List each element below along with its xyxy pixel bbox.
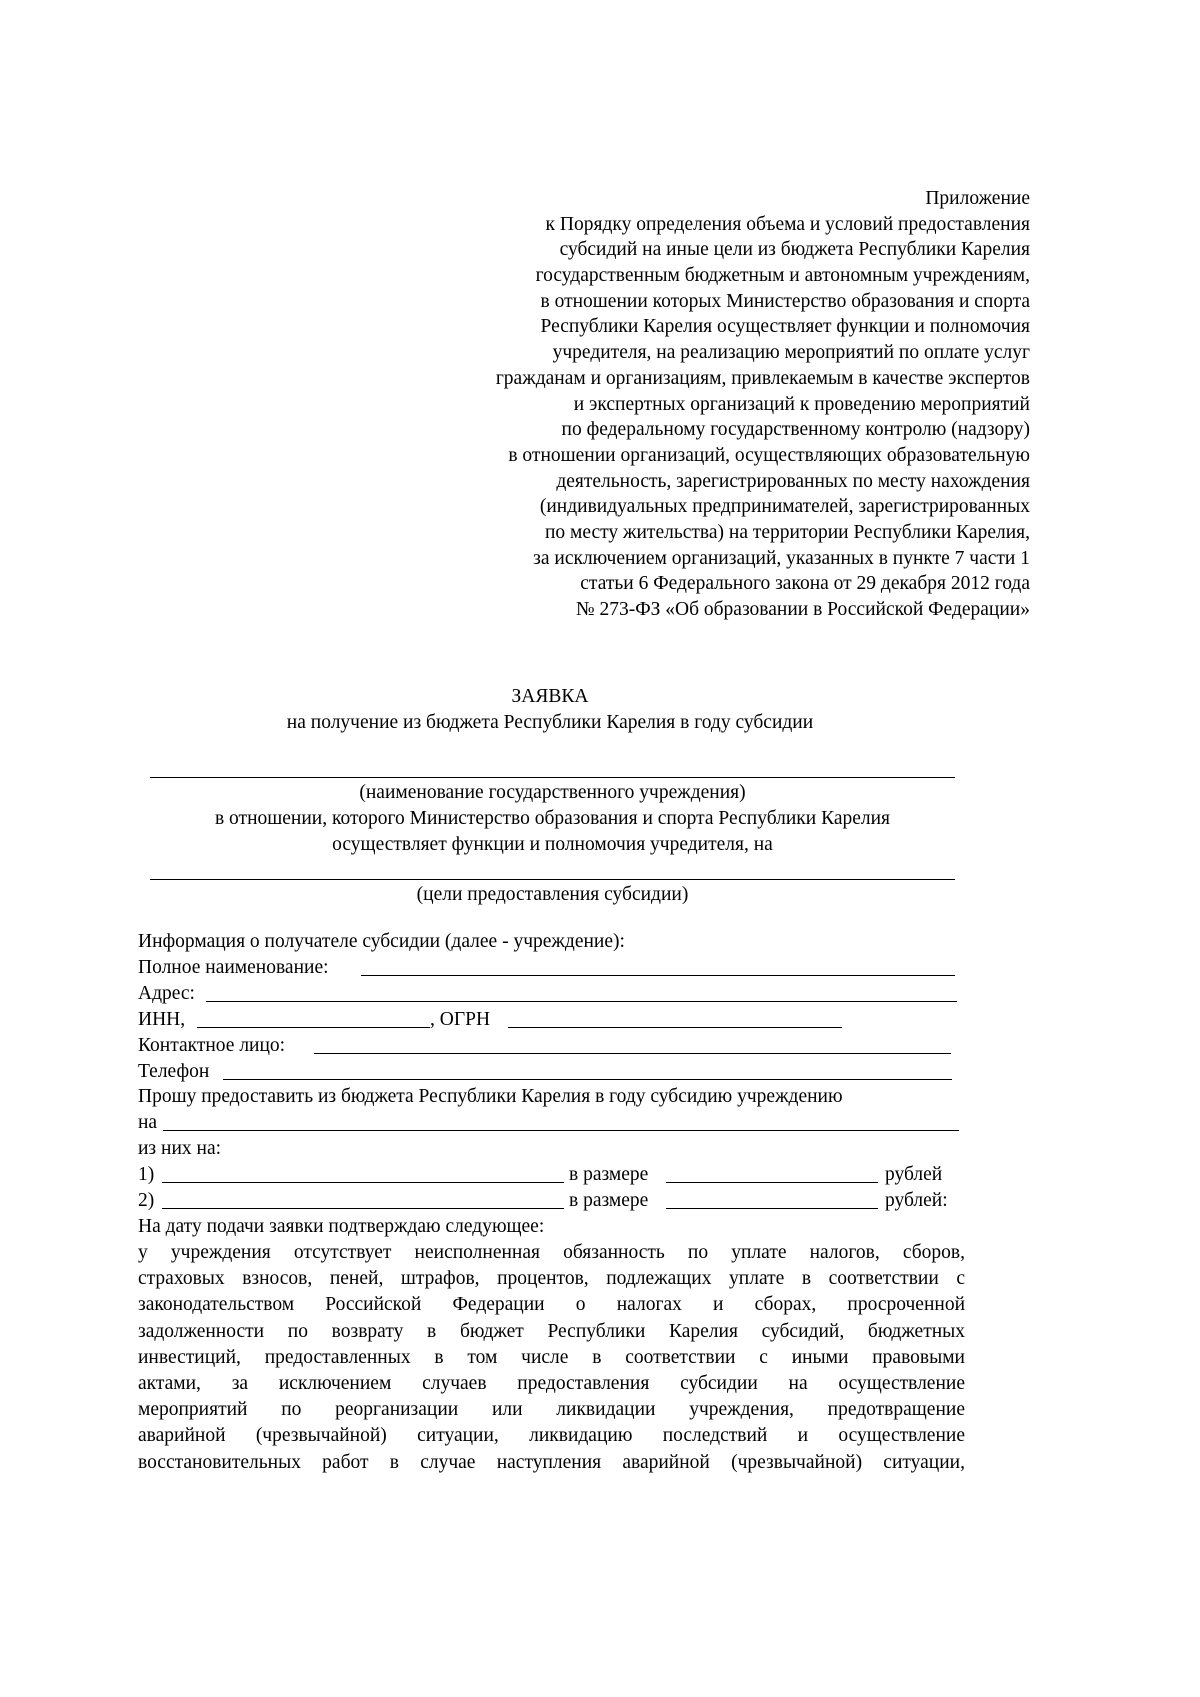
appendix-header <box>270 186 1030 623</box>
inn-label: ИНН, <box>138 1009 186 1030</box>
declaration-line: задолженности по возврату в бюджет Республики Карелия субсидий, бюджетных <box>138 1320 965 1342</box>
contact-field[interactable] <box>314 1053 951 1054</box>
item2-number: 2) <box>138 1190 155 1211</box>
subsidy-target-field[interactable] <box>163 1130 959 1131</box>
appendix-line: государственным бюджетным и автономным учреждениям, <box>535 265 1030 287</box>
subsidy-purpose-field[interactable] <box>150 879 955 880</box>
purpose-caption: (цели предоставления субсидии) <box>416 884 689 905</box>
appendix-line: в отношении которых Министерство образования и спорта <box>540 290 1030 312</box>
item1-amount-field[interactable] <box>666 1182 878 1183</box>
full-name-label: Полное наименование: <box>138 957 329 978</box>
appendix-line: деятельность, зарегистрированных по месту нахождения <box>556 470 1030 492</box>
document-subtitle: на получение из бюджета Республики Карелия в году субсидии <box>286 712 814 733</box>
appendix-line: в отношении организаций, осуществляющих образовательную <box>508 444 1030 466</box>
item2-rubles-label: рублей: <box>885 1190 948 1211</box>
request-text: Прошу предоставить из бюджета Республики Карелия в году субсидию учреждению <box>138 1086 843 1107</box>
item1-amount-label: в размере <box>569 1164 649 1185</box>
contact-label: Контактное лицо: <box>138 1035 286 1056</box>
of-them-label: из них на: <box>138 1138 222 1159</box>
document-title: ЗАЯВКА <box>511 686 589 707</box>
declaration-line: страховых взносов, пеней, штрафов, процентов, подлежащих уплате в соответствии с <box>138 1268 965 1290</box>
declaration-paragraph <box>138 1240 965 1476</box>
confirm-heading: На дату подачи заявки подтверждаю следующее: <box>138 1216 545 1237</box>
ogrn-label: , ОГРН <box>430 1009 491 1030</box>
institution-caption: (наименование государственного учреждения) <box>359 782 746 803</box>
appendix-line: Приложение <box>925 188 1030 209</box>
appendix-line: Республики Карелия осуществляет функции и полномочия <box>540 316 1030 338</box>
declaration-line: у учреждения отсутствует неисполненная обязанность по уплате налогов, сборов, <box>138 1242 965 1263</box>
info-heading: Информация о получателе субсидии (далее - учреждение): <box>138 931 625 952</box>
item1-purpose-field[interactable] <box>162 1182 564 1183</box>
full-name-field[interactable] <box>361 975 955 976</box>
appendix-line: субсидий на иные цели из бюджета Республики Карелия <box>559 239 1030 261</box>
declaration-line: аварийной (чрезвычайной) ситуации, ликвидацию последствий и осуществление <box>138 1425 965 1447</box>
institution-name-field[interactable] <box>150 777 955 778</box>
appendix-line: и экспертных организаций к проведению мероприятий <box>573 393 1030 415</box>
appendix-line: по федеральному государственному контролю (надзору) <box>561 419 1030 441</box>
declaration-line: законодательством Российской Федерации о налогах и сборах, просроченной <box>138 1294 965 1316</box>
appendix-line: к Порядку определения объема и условий предоставления <box>545 213 1030 235</box>
appendix-line: (индивидуальных предпринимателей, зарегистрированных <box>539 496 1030 518</box>
address-field[interactable] <box>206 1001 957 1002</box>
appendix-line: за исключением организаций, указанных в пункте 7 части 1 <box>533 547 1030 569</box>
inn-field[interactable] <box>197 1027 430 1028</box>
ogrn-field[interactable] <box>508 1027 842 1028</box>
item1-rubles-label: рублей <box>885 1164 943 1185</box>
item2-purpose-field[interactable] <box>162 1208 564 1209</box>
phone-label: Телефон <box>138 1061 210 1082</box>
appendix-line: по месту жительства) на территории Республики Карелия, <box>544 521 1030 543</box>
address-label: Адрес: <box>138 983 195 1004</box>
item2-amount-field[interactable] <box>666 1208 878 1209</box>
relation-text-line2: осуществляет функции и полномочия учредителя, на <box>332 834 773 855</box>
declaration-line: актами, за исключением случаев предоставления субсидии на осуществление <box>138 1372 965 1394</box>
declaration-line: восстановительных работ в случае наступления аварийной (чрезвычайной) ситуации, <box>138 1451 965 1473</box>
item1-number: 1) <box>138 1164 155 1185</box>
relation-text-line1: в отношении, которого Министерство образования и спорта Республики Карелия <box>214 808 891 829</box>
declaration-line: инвестиций, предоставленных в том числе в соответствии с иными правовыми <box>138 1346 965 1368</box>
on-label: на <box>138 1112 158 1133</box>
appendix-line: учредителя, на реализацию мероприятий по оплате услуг <box>552 342 1030 364</box>
phone-field[interactable] <box>223 1079 952 1080</box>
appendix-line: гражданам и организациям, привлекаемым в качестве экспертов <box>495 367 1030 389</box>
item2-amount-label: в размере <box>569 1190 649 1211</box>
declaration-line: мероприятий по реорганизации или ликвидации учреждения, предотвращение <box>138 1399 965 1421</box>
appendix-line: статьи 6 Федерального закона от 29 декабря 2012 года <box>580 573 1030 595</box>
appendix-line: № 273-ФЗ «Об образовании в Российской Федерации» <box>575 599 1030 620</box>
